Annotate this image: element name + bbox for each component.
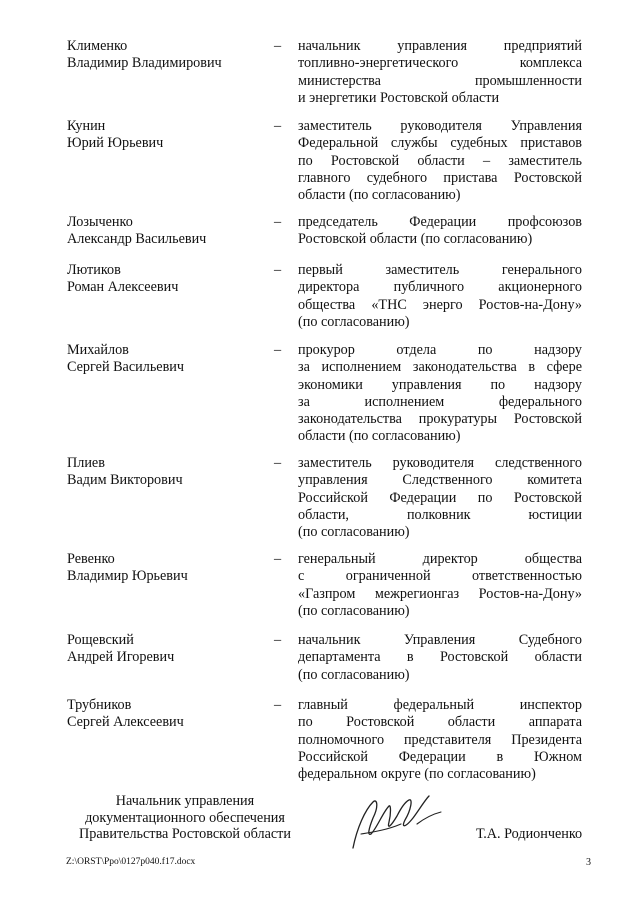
member-position: главный федеральный инспектор по Ростовской области аппарата полномочного представителя Президента Российской Федерации в Южном федеральном округе (по согласованию) — [298, 697, 582, 783]
dash-separator: – — [274, 262, 282, 278]
dash-separator: – — [274, 455, 282, 471]
signoff-position: Начальник управления документационного обеспечения Правительства Ростовской области — [79, 793, 291, 842]
member-position: прокурор отдела по надзору за исполнением законодательства в сфере экономики управления по надзору за исполнением федерального законодательства прокуратуры Ростовской области (по согласованию) — [298, 342, 582, 445]
member-name: Плиев Вадим Викторович — [67, 455, 183, 489]
dash-separator: – — [274, 697, 282, 713]
member-name: Кунин Юрий Юрьевич — [67, 118, 164, 152]
member-name: Ревенко Владимир Юрьевич — [67, 551, 188, 585]
member-position: генеральный директор общества с ограниченной ответственностью «Газпром межрегионгаз Ростов-на-Дону» (по согласованию) — [298, 551, 582, 619]
dash-separator: – — [274, 38, 282, 54]
file-path: Z:\ORST\Ppo\0127p040.f17.docx — [66, 857, 196, 867]
dash-separator: – — [274, 214, 282, 230]
member-name: Михайлов Сергей Васильевич — [67, 342, 185, 376]
dash-separator: – — [274, 342, 282, 358]
member-name: Рощевский Андрей Игоревич — [67, 632, 175, 666]
dash-separator: – — [274, 632, 282, 648]
member-position: начальник управления предприятий топливно-энергетического комплекса министерства промышленности и энергетики Ростовской области — [298, 38, 582, 106]
dash-separator: – — [274, 118, 282, 134]
member-name: Клименко Владимир Владимирович — [67, 38, 222, 72]
member-name: Лютиков Роман Алексеевич — [67, 262, 179, 296]
handwritten-signature — [343, 788, 443, 856]
member-name: Лозыченко Александр Васильевич — [67, 214, 207, 248]
member-name: Трубников Сергей Алексеевич — [67, 697, 184, 731]
member-position: заместитель руководителя Управления Федеральной службы судебных приставов по Ростовской области – заместитель главного судебного пристава Ростовской области (по согласованию) — [298, 118, 582, 204]
member-position: заместитель руководителя следственного управления Следственного комитета Российской Федерации по Ростовской области, полковник юстиции (по согласованию) — [298, 455, 582, 541]
member-position: первый заместитель генерального директора публичного акционерного общества «ТНС энерго Ростов-на-Дону» (по согласованию) — [298, 262, 582, 330]
page-number: 3 — [586, 857, 591, 868]
dash-separator: – — [274, 551, 282, 567]
member-position: начальник Управления Судебного департамента в Ростовской области (по согласованию) — [298, 632, 582, 683]
member-position: председатель Федерации профсоюзов Ростовской области (по согласованию) — [298, 214, 582, 248]
signoff-name: Т.А. Родионченко — [476, 826, 583, 842]
